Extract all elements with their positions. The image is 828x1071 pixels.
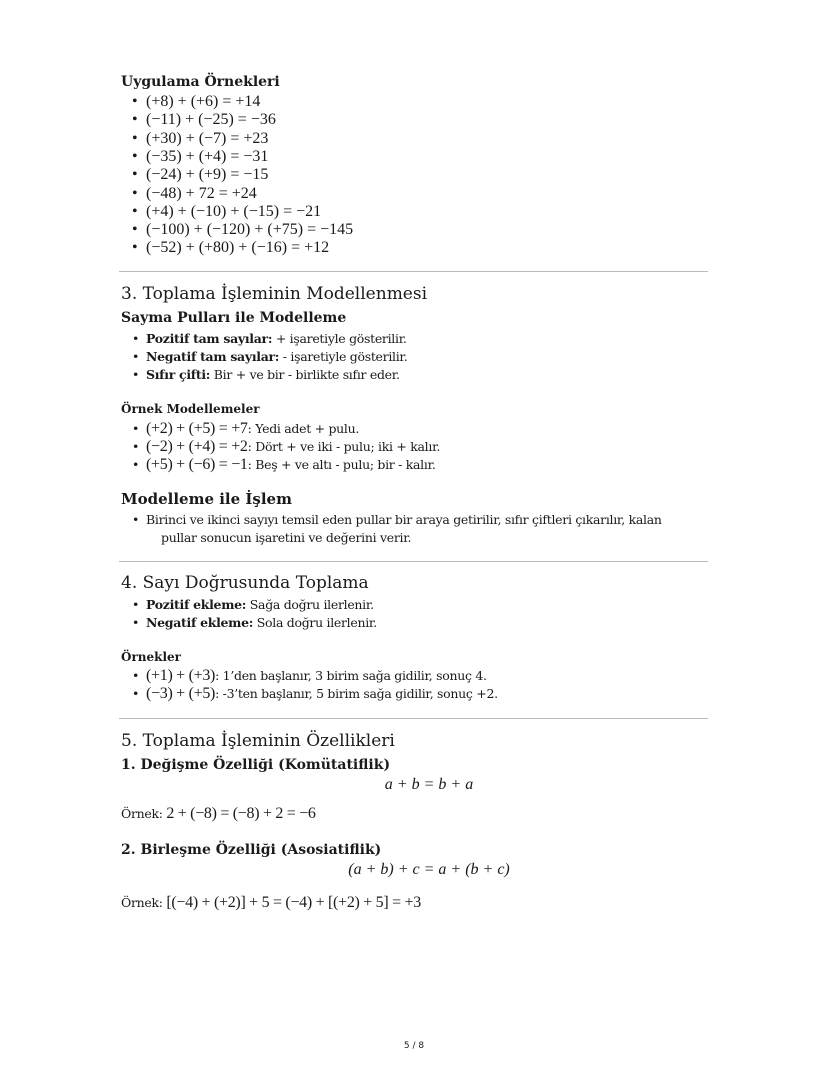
term: Negatif ekleme:: [146, 615, 254, 630]
math: (−2) + (+4) = +2: [146, 438, 248, 455]
desc: : Beş + ve altı - pulu; bir - kalır.: [247, 457, 436, 472]
list-item: • (−48) + 72 = +24: [146, 185, 257, 203]
term: Pozitif tam sayılar:: [146, 331, 273, 346]
list-item: • (+30) + (−7) = +23: [146, 130, 268, 148]
subheading: Örnek Modellemeler: [121, 402, 260, 416]
formula: a + b = b + a: [384, 776, 474, 793]
math: (−3) + (+5): [146, 685, 216, 702]
list-item: [146, 596, 374, 614]
list-item: • (−35) + (+4) = −31: [146, 148, 268, 166]
math: [(−4) + (+2)] + 5 = (−4) + [(+2) + 5] = +3: [166, 894, 421, 911]
subheading: Sayma Pulları ile Modelleme: [121, 310, 347, 326]
section-3-title: 3. Toplama İşleminin Modellenmesi: [121, 284, 428, 304]
subheading: Örnekler: [121, 650, 181, 664]
list-item: • (−52) + (+80) + (−16) = +12: [146, 239, 329, 257]
section-4-title: 4. Sayı Doğrusunda Toplama: [121, 573, 369, 593]
math: 2 + (−8) = (−8) + 2 = −6: [166, 805, 316, 822]
list-item-continuation: pullar sonucun işaretini ve değerini verir.: [161, 530, 412, 545]
list-item: • (−100) + (−120) + (+75) = −145: [146, 221, 353, 239]
example-line: [121, 805, 316, 823]
term: Pozitif ekleme:: [146, 597, 247, 612]
list-item: • (−11) + (−25) = −36: [146, 111, 276, 129]
list-item: [146, 667, 487, 685]
desc: : Yedi adet + pulu.: [247, 421, 360, 436]
list-item: • (−24) + (+9) = −15: [146, 166, 268, 184]
list-item: [146, 420, 359, 438]
desc: : Dört + ve iki - pulu; iki + kalır.: [247, 439, 441, 454]
examples-heading: Uygulama Örnekleri: [121, 74, 280, 90]
section-5-title: 5. Toplama İşleminin Özellikleri: [121, 731, 395, 751]
divider: [119, 561, 708, 562]
divider: [119, 271, 708, 272]
desc: Bir + ve bir - birlikte sıfır eder.: [210, 367, 400, 382]
list-item: • (+4) + (−10) + (−15) = −21: [146, 203, 321, 221]
desc: Sola doğru ilerlenir.: [253, 615, 377, 630]
list-item: [146, 366, 400, 384]
subheading: 2. Birleşme Özelliği (Asosiatiflik): [121, 842, 382, 858]
desc: - işaretiyle gösterilir.: [279, 349, 408, 364]
desc: : 1’den başlanır, 3 birim sağa gidilir, sonuç 4.: [215, 668, 487, 683]
label: Örnek:: [121, 895, 167, 910]
list-item: [146, 438, 440, 456]
math: (+5) + (−6) = −1: [146, 456, 248, 473]
subheading: 1. Değişme Özelliği (Komütatiflik): [121, 757, 391, 773]
page-number: 5 / 8: [403, 1041, 425, 1051]
subheading: Modelleme ile İşlem: [121, 490, 292, 508]
math: (+1) + (+3): [146, 667, 216, 684]
list-item: [146, 614, 377, 632]
example-line: [121, 894, 421, 912]
term: Sıfır çifti:: [146, 367, 211, 382]
list-item: • (+8) + (+6) = +14: [146, 93, 260, 111]
desc: + işaretiyle gösterilir.: [272, 331, 407, 346]
formula: (a + b) + c = a + (b + c): [348, 861, 510, 878]
list-item: [146, 685, 498, 703]
list-item: [146, 456, 436, 474]
desc: Sağa doğru ilerlenir.: [246, 597, 374, 612]
list-item: • Birinci ve ikinci sayıyı temsil eden pullar bir araya getirilir, sıfır çiftleri çıkarılır, kalan: [146, 511, 662, 529]
math: (+2) + (+5) = +7: [146, 420, 248, 437]
divider: [119, 718, 708, 719]
list-item: [146, 330, 407, 348]
label: Örnek:: [121, 806, 167, 821]
desc: : -3’ten başlanır, 5 birim sağa gidilir, sonuç +2.: [215, 686, 498, 701]
term: Negatif tam sayılar:: [146, 349, 280, 364]
list-item: [146, 348, 407, 366]
